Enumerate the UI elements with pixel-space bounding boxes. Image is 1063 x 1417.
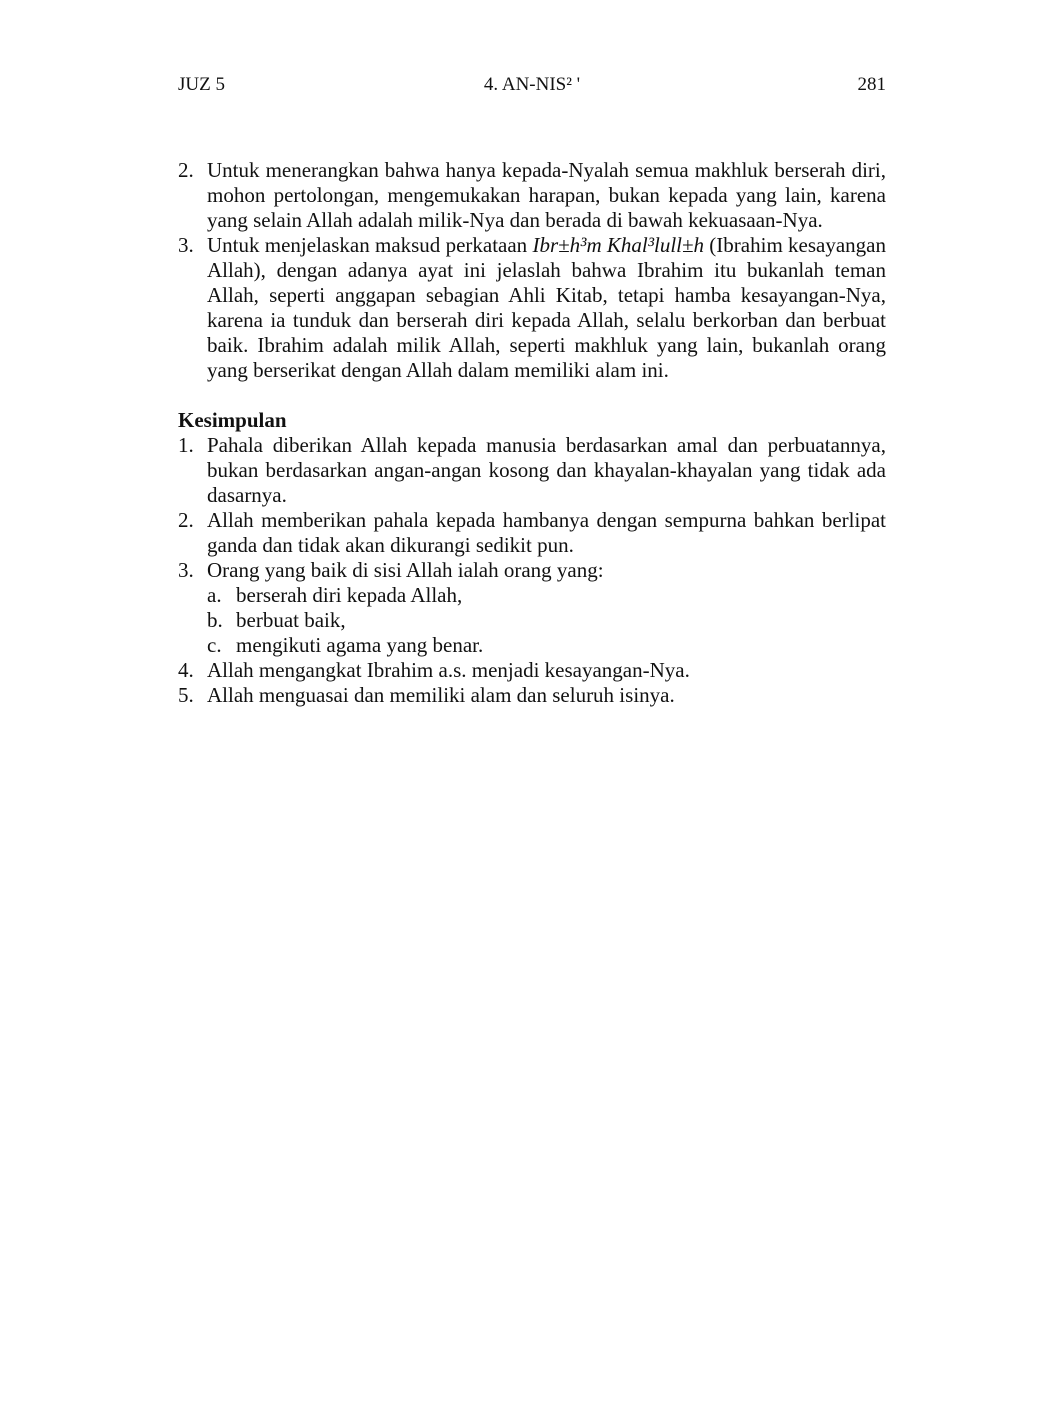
list-text-after: (Ibrahim kesayangan Allah), dengan adanya ayat ini jelaslah bahwa Ibrahim itu bukanlah teman Allah, seperti anggapan sebagian Ahli Kitab, tetapi hamba kesayangan-Nya, karena ia tunduk dan berserah diri kepada Allah, selalu berkorban dan berbuat baik. Ibrahim adalah milik Allah, seperti makhluk yang lain, bukanlah orang yang berserikat dengan Allah dalam memiliki alam ini. [207,233,886,382]
list-item [178,433,886,508]
page-body [178,158,886,708]
list-number: 2. [178,158,194,182]
header-surah: 4. AN-NIS² ' [483,74,581,95]
list-text: Allah memberikan pahala kepada hambanya dengan sempurna bahkan berlipat ganda dan tidak akan dikurangi sedikit pun. [207,508,886,557]
sub-list-letter: b. [207,608,223,632]
sub-list-item [178,583,886,608]
list-text [207,233,886,382]
list-text: Orang yang baik di sisi Allah ialah orang yang: [207,558,604,582]
list-text-before: Untuk menjelaskan maksud perkataan [207,233,533,257]
list-number: 3. [178,233,194,257]
list-number: 1. [178,433,194,457]
page-number: 281 [857,74,886,95]
list-item [178,558,886,583]
sub-list-letter: a. [207,583,222,607]
list-item [178,658,886,683]
list-number: 5. [178,683,194,707]
list-number: 4. [178,658,194,682]
header-juz: JUZ 5 [178,74,225,95]
running-header [178,72,886,98]
sub-list-letter: c. [207,633,222,657]
list-item [178,508,886,558]
sub-list-item [178,633,886,658]
list-text: Pahala diberikan Allah kepada manusia berdasarkan amal dan perbuatannya, bukan berdasarkan angan-angan kosong dan khayalan-khayalan yang tidak ada dasarnya. [207,433,886,507]
list-number: 3. [178,558,194,582]
list-item [178,683,886,708]
list-text: Allah menguasai dan memiliki alam dan seluruh isinya. [207,683,675,707]
sub-list-item [178,608,886,633]
list-text: Untuk menerangkan bahwa hanya kepada-Nyalah semua makhluk berserah diri, mohon pertolongan, mengemukakan harapan, bukan kepada yang lain, karena yang selain Allah adalah milik-Nya dan berada di bawah kekuasaan-Nya. [207,158,886,232]
sub-list-text: berserah diri kepada Allah, [236,583,463,607]
list-item [178,158,886,233]
list-text: Allah mengangkat Ibrahim a.s. menjadi kesayangan-Nya. [207,658,690,682]
transliteration-italic: Ibr±h³m Khal³lull±h [532,233,705,257]
sub-list-text: mengikuti agama yang benar. [236,633,484,657]
section-heading: Kesimpulan [178,408,287,432]
sub-list-text: berbuat baik, [236,608,346,632]
list-item [178,233,886,383]
list-number: 2. [178,508,194,532]
